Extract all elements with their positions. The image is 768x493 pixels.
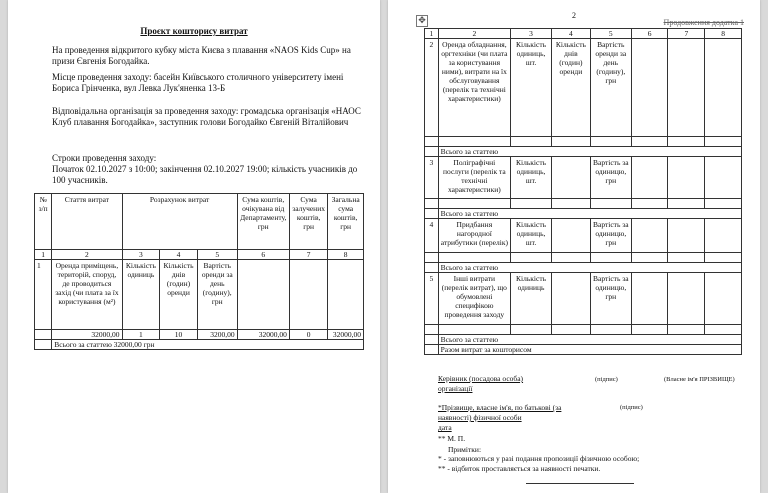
row-days-label: Кількість днів (годин) оренди — [160, 260, 198, 330]
row-days-label — [551, 273, 590, 325]
row-price-label: Вартість за одиницю, грн — [590, 273, 631, 325]
value-cell: 32000,00 — [237, 330, 289, 340]
col-header-attracted: Сума залучених коштів, грн — [289, 194, 327, 250]
signature-sign-label-2: (підпис) — [620, 404, 643, 411]
note-2: ** - відбиток проставляється за наявності печатки. — [438, 464, 601, 473]
col-header-item: Стаття витрат — [52, 194, 122, 250]
row-sum: Всього за статтею — [438, 209, 741, 219]
row-sum: Всього за статтею — [438, 147, 741, 157]
signature-person-label: *Прізвище, власне ім'я, по батькові (за наявності) фізичної особи — [438, 403, 562, 422]
row-price-label: Вартість за одиницю, грн — [590, 219, 631, 253]
continuation-label: Продовження додатка 1 — [663, 18, 744, 27]
col-num: 4 — [551, 29, 590, 39]
col-num: 5 — [197, 250, 237, 260]
budget-table — [34, 193, 364, 350]
row-days-label — [551, 157, 590, 199]
seal-label: ** М. П. — [438, 434, 466, 443]
note-1: * - заповнюються у разі подання пропозиції фізичною особою; — [438, 454, 640, 463]
row-number: 5 — [425, 273, 439, 325]
row-number: 2 — [425, 39, 439, 137]
row-item: Придбання нагородної атрибутики (перелік) — [438, 219, 510, 253]
notes-label: Примітки: — [448, 445, 482, 454]
col-num: 1 — [425, 29, 439, 39]
budget-table-continued — [424, 28, 742, 355]
grand-total: Разом витрат за кошторисом — [438, 345, 741, 355]
page-title: Проєкт кошторису витрат — [140, 26, 248, 36]
purpose-text: На проведення відкритого кубку міста Києва з плавання «NAOS Kids Cup» на призи Євгенія Богодайка. — [52, 45, 351, 66]
col-num: 7 — [289, 250, 327, 260]
signature-sign-label: (підпис) — [595, 376, 618, 383]
dates-text: Початок 02.10.2027 з 10:00; закінчення 02.10.2027 19:00; кількість учасників до 100 учасників. — [52, 164, 358, 185]
row-item: Поліграфічні послуги (перелік та технічні характеристики) — [438, 157, 510, 199]
col-num: 5 — [590, 29, 631, 39]
col-header-expected: Сума коштів, очікувана від Департаменту, грн — [237, 194, 289, 250]
row-qty-label: Кількість одиниць, шт. — [511, 39, 552, 137]
table-move-handle-icon[interactable]: ✥ — [416, 15, 428, 27]
col-num: 8 — [328, 250, 364, 260]
row-number: 1 — [35, 260, 52, 330]
row-price-label: Вартість оренди за день (годину), грн — [197, 260, 237, 330]
row-sum: Всього за статтею — [438, 335, 741, 345]
row-days-label — [551, 219, 590, 253]
col-num: 3 — [511, 29, 552, 39]
col-num: 4 — [160, 250, 198, 260]
col-num: 2 — [438, 29, 510, 39]
organization-text: Відповідальна організація за проведення заходу: громадська організація «НАОС Клуб плавання Богодайка», заступник голови Богодайко Євгеній Віталійович — [52, 106, 361, 127]
page-number: 2 — [572, 11, 576, 20]
col-num: 8 — [705, 29, 742, 39]
col-header-calc: Розрахунок витрат — [122, 194, 237, 250]
col-header-no: № з/п — [35, 194, 52, 250]
col-num: 6 — [237, 250, 289, 260]
row-price-label: Вартість за одиницю, грн — [590, 157, 631, 199]
row-sum: Всього за статтею 32000,00 грн — [52, 340, 364, 350]
col-num: 1 — [35, 250, 52, 260]
col-num: 7 — [668, 29, 705, 39]
col-num: 2 — [52, 250, 122, 260]
dates-label: Строки проведення заходу: — [52, 153, 157, 163]
footnote-divider — [526, 483, 634, 484]
row-item: Інші витрати (перелік витрат), що обумовлені специфікою проведення заходу — [438, 273, 510, 325]
row-number: 3 — [425, 157, 439, 199]
row-item: Оренда приміщень, територій, споруд, де проводиться захід (чи плата за їх користування (м²) — [52, 260, 122, 330]
col-num: 6 — [631, 29, 668, 39]
row-price-label: Вартість оренди за день (годину), грн — [590, 39, 631, 137]
value-cell: 10 — [160, 330, 198, 340]
document-page-2 — [388, 0, 760, 493]
value-cell: 3200,00 — [197, 330, 237, 340]
col-num: 3 — [122, 250, 160, 260]
venue-text: Місце проведення заходу: басейн Київського столичного університету імені Бориса Грінченка, вул Левка Лук'яненка 13-Б — [52, 72, 344, 93]
row-qty-label: Кількість одиниць — [511, 273, 552, 325]
document-page-1 — [8, 0, 380, 493]
row-days-label: Кількість днів (годин) оренди — [551, 39, 590, 137]
col-header-total: Загальна сума коштів, грн — [328, 194, 364, 250]
row-item: Оренда обладнання, оргтехніки (чи плата за користування ними), витрати на їх обслуговування (перелік та технічні характеристики) — [438, 39, 510, 137]
value-cell: 32000,00 — [52, 330, 122, 340]
signature-head-label: Керівник (посадова особа) організації — [438, 374, 524, 393]
value-cell: 0 — [289, 330, 327, 340]
row-qty-label: Кількість одиниць, шт. — [511, 219, 552, 253]
signature-name-label: (Власне ім'я ПРІЗВИЩЕ) — [664, 376, 735, 383]
row-qty-label: Кількість одиниць — [122, 260, 160, 330]
row-qty-label: Кількість одиниць, шт. — [511, 157, 552, 199]
value-cell: 32000,00 — [328, 330, 364, 340]
date-label: дата — [438, 423, 452, 432]
row-number: 4 — [425, 219, 439, 253]
value-cell: 1 — [122, 330, 160, 340]
row-sum: Всього за статтею — [438, 263, 741, 273]
